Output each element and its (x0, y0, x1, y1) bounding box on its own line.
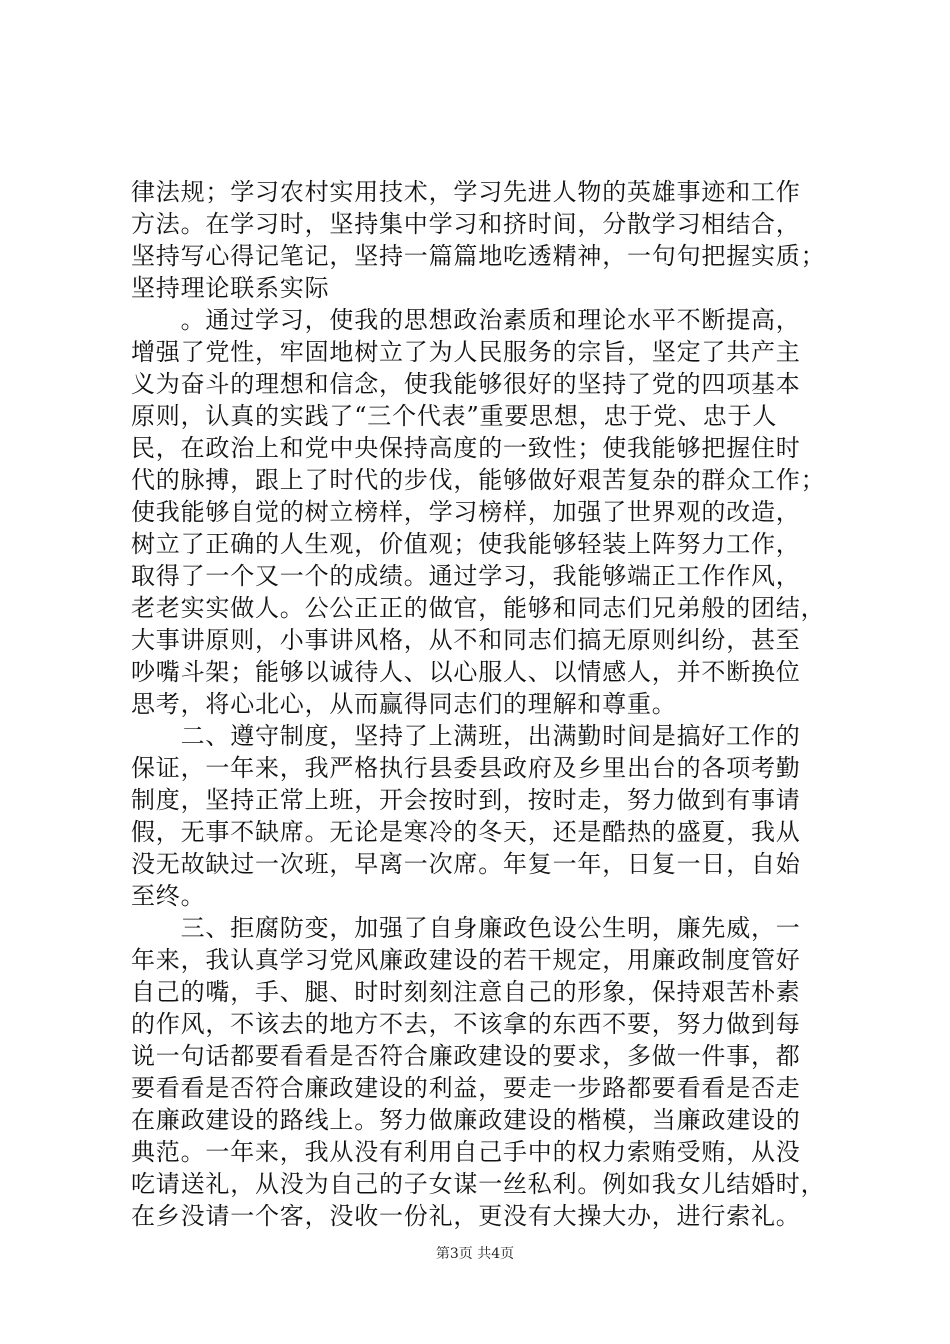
text-line: 民，在政治上和党中央保持高度的一致性；使我能够把握住时 (131, 434, 801, 462)
text-line: 代的脉搏，跟上了时代的步伐，能够做好艰苦复杂的群众工作； (131, 466, 826, 494)
text-line: 原则，认真的实践了“三个代表”重要思想，忠于党、忠于人 (131, 402, 778, 430)
text-line: 思考，将心北心，从而赢得同志们的理解和尊重。 (131, 690, 677, 718)
text-line: 在乡没请一个客，没收一份礼，更没有大操大办，进行索礼。 (131, 1202, 801, 1230)
text-line: 保证，一年来，我严格执行县委县政府及乡里出台的各项考勤 (131, 754, 801, 782)
text-line: 使我能够自觉的树立榜样，学习榜样，加强了世界观的改造， (131, 498, 801, 526)
text-line: 。通过学习，使我的思想政治素质和理论水平不断提高， (131, 306, 801, 334)
text-line: 的作风，不该去的地方不去，不该拿的东西不要，努力做到每 (131, 1010, 801, 1038)
text-line: 自己的嘴，手、腿、时时刻刻注意自己的形象，保持艰苦朴素 (131, 978, 801, 1006)
text-line: 大事讲原则，小事讲风格，从不和同志们搞无原则纠纷，甚至 (131, 626, 801, 654)
text-line: 说一句话都要看看是否符合廉政建设的要求，多做一件事，都 (131, 1042, 801, 1070)
text-line: 坚持理论联系实际 (131, 274, 330, 302)
text-line: 树立了正确的人生观，价值观；使我能够轻装上阵努力工作， (131, 530, 801, 558)
text-line: 取得了一个又一个的成绩。通过学习，我能够端正工作作风， (131, 562, 801, 590)
text-line: 义为奋斗的理想和信念，使我能够很好的坚持了党的四项基本 (131, 370, 801, 398)
text-line: 律法规；学习农村实用技术，学习先进人物的英雄事迹和工作 (131, 178, 801, 206)
text-line: 三、拒腐防变，加强了自身廉政色设公生明，廉先威，一 (131, 914, 801, 942)
text-line: 制度，坚持正常上班，开会按时到，按时走，努力做到有事请 (131, 786, 801, 814)
body-text (131, 176, 841, 1232)
text-line: 二、遵守制度，坚持了上满班，出满勤时间是搞好工作的 (131, 722, 801, 750)
text-line: 老老实实做人。公公正正的做官，能够和同志们兄弟般的团结， (131, 594, 826, 622)
text-line: 典范。一年来，我从没有利用自己手中的权力索贿受贿，从没 (131, 1138, 801, 1166)
page-footer: 第3页 共4页 (435, 1246, 515, 1262)
text-line: 吵嘴斗架；能够以诚待人、以心服人、以情感人，并不断换位 (131, 658, 801, 686)
text-line: 要看看是否符合廉政建设的利益，要走一步路都要看看是否走 (131, 1074, 801, 1102)
text-line: 在廉政建设的路线上。努力做廉政建设的楷模，当廉政建设的 (131, 1106, 801, 1134)
text-line: 没无故缺过一次班，早离一次席。年复一年，日复一日，自始 (131, 850, 801, 878)
text-line: 增强了党性，牢固地树立了为人民服务的宗旨，坚定了共产主 (131, 338, 801, 366)
text-line: 至终。 (131, 882, 206, 910)
text-line: 吃请送礼，从没为自己的子女谋一丝私利。例如我女儿结婚时， (131, 1170, 826, 1198)
text-line: 坚持写心得记笔记，坚持一篇篇地吃透精神，一句句把握实质； (131, 242, 826, 270)
text-line: 年来，我认真学习党风廉政建设的若干规定，用廉政制度管好 (131, 946, 801, 974)
text-line: 方法。在学习时，坚持集中学习和挤时间，分散学习相结合， (131, 210, 801, 238)
text-line: 假，无事不缺席。无论是寒冷的冬天，还是酷热的盛夏，我从 (131, 818, 801, 846)
